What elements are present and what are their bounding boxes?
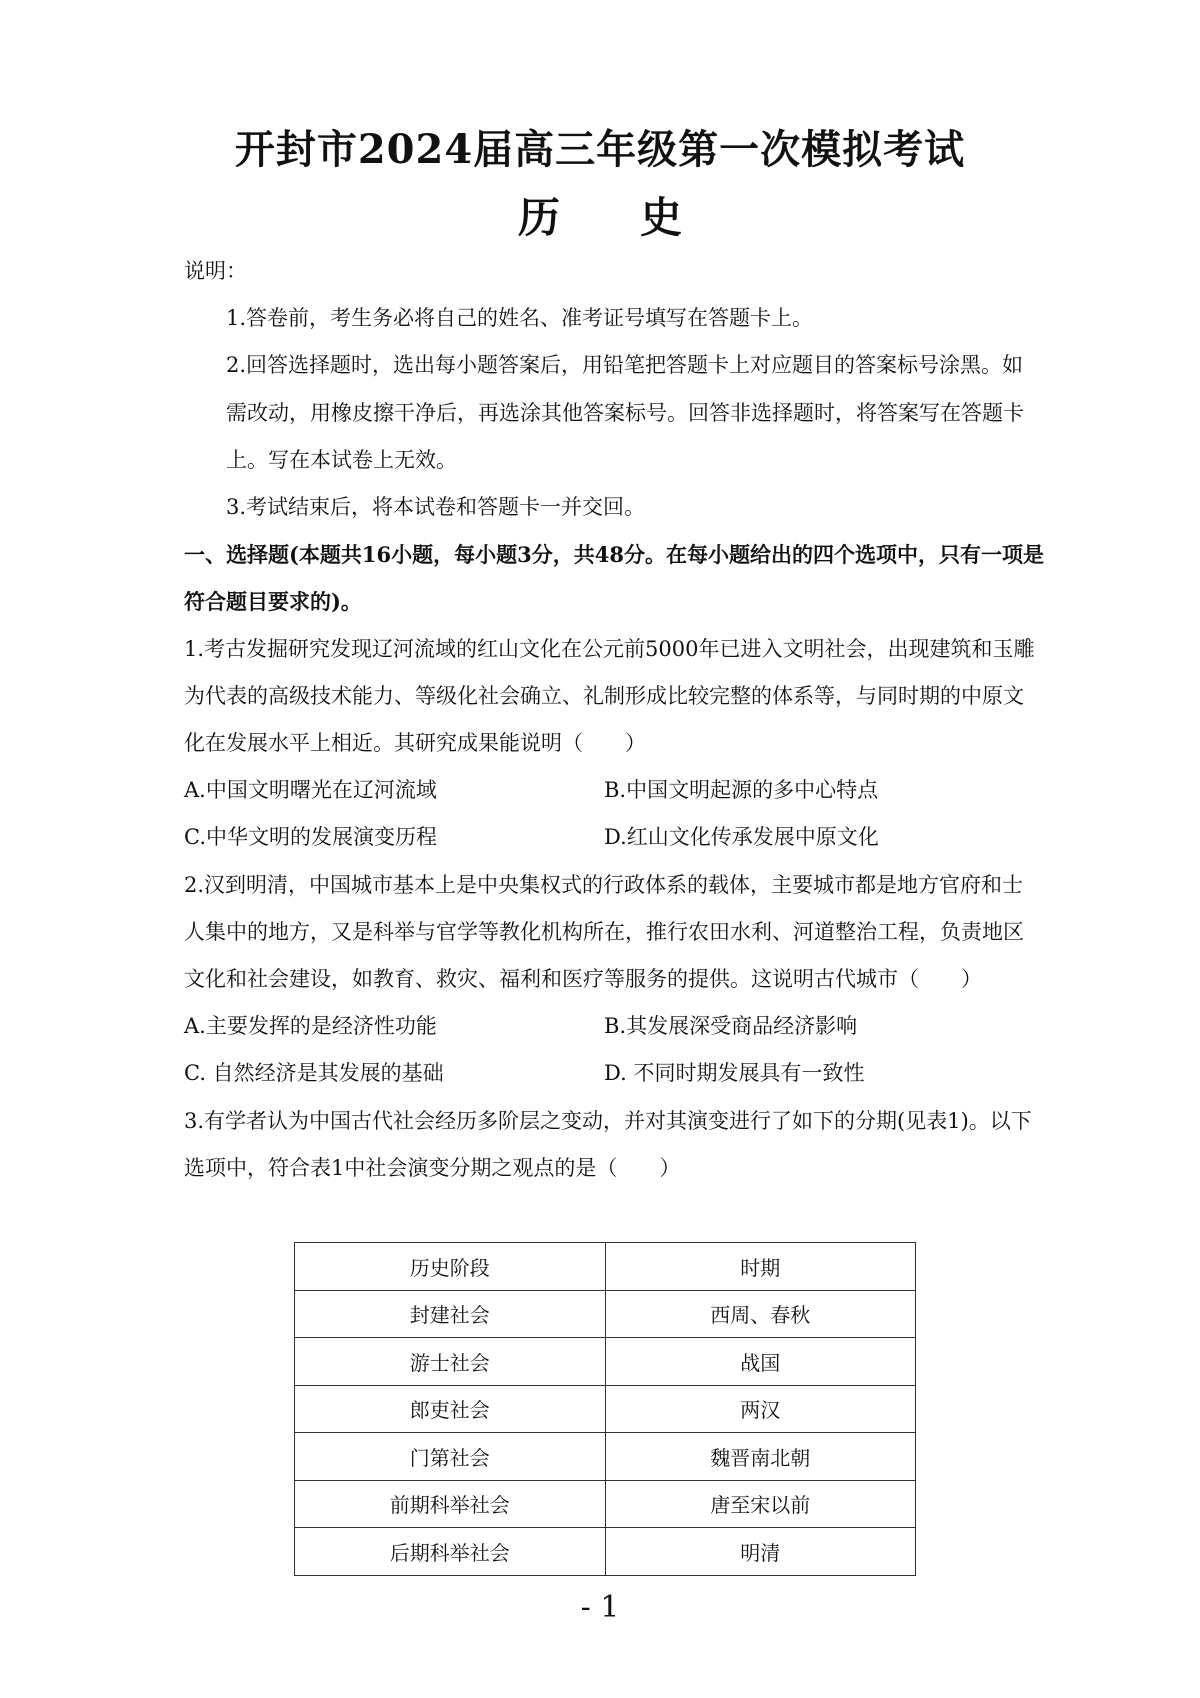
table-cell: 门第社会 [295,1433,606,1481]
option-d: D. 不同时期发展具有一致性 [604,1061,865,1086]
table-header-row [295,1243,916,1291]
subject-title [0,188,1200,248]
option-a: A.主要发挥的是经济性功能 [184,1014,437,1039]
table-cell: 战国 [605,1338,916,1386]
history-period-table [294,1242,916,1576]
option-c: C. 自然经济是其发展的基础 [184,1061,444,1086]
table-row [295,1338,916,1386]
question-1-options-row-1 [184,767,1044,814]
section-heading: 一、选择题(本题共16小题，每小题3分，共48分。在每小题给出的四个选项中，只有一项是符合题目要求的)。 [184,542,1044,615]
table-cell: 魏晋南北朝 [605,1433,916,1481]
question-1-stem: 1.考古发掘研究发现辽河流域的红山文化在公元前5000年已进入文明社会，出现建筑和玉雕为代表的高级技术能力、等级化社会确立、礼制形成比较完整的体系等，与同时期的中原文化在发展水平上相近。其研究成果能说明（ ） [184,636,1035,756]
instruction-item: 3.考试结束后，将本试卷和答题卡一并交回。 [226,495,646,520]
option-d: D.红山文化传承发展中原文化 [604,825,879,850]
option-a: A.中国文明曙光在辽河流域 [184,778,437,803]
table-row [295,1385,916,1433]
table-row [295,1433,916,1481]
instruction-item: 2.回答选择题时，选出每小题答案后，用铅笔把答题卡上对应题目的答案标号涂黑。如需改动，用橡皮擦干净后，再选涂其他答案标号。回答非选择题时，将答案写在答题卡上。写在本试卷上无效。 [226,353,1024,472]
table-header-cell: 历史阶段 [295,1243,606,1291]
table-header-cell: 时期 [605,1243,916,1291]
subject-char-2: 史 [640,193,683,242]
question-2-options-row-2 [184,1050,1044,1097]
table-row [295,1528,916,1576]
page-number: - 1 [580,1590,620,1625]
table-cell: 两汉 [605,1385,916,1433]
table-row [295,1480,916,1528]
question-3-stem: 3.有学者认为中国古代社会经历多阶层之变动，并对其演变进行了如下的分期(见表1)。以下选项中，符合表1中社会演变分期之观点的是（ ） [184,1108,1032,1180]
table-cell: 前期科举社会 [295,1480,606,1528]
table-row [295,1290,916,1338]
option-b: B.其发展深受商品经济影响 [604,1014,858,1039]
instructions-heading: 说明： [184,259,247,283]
subject-char-1: 历 [517,193,560,242]
option-c: C.中华文明的发展演变历程 [184,825,437,850]
table-cell: 明清 [605,1528,916,1576]
table-cell: 后期科举社会 [295,1528,606,1576]
table-cell: 唐至宋以前 [605,1480,916,1528]
instruction-item: 1.答卷前，考生务必将自己的姓名、准考证号填写在答题卡上。 [226,306,814,331]
question-1-options-row-2 [184,814,1044,861]
option-b: B.中国文明起源的多中心特点 [604,778,879,803]
table-cell: 封建社会 [295,1290,606,1338]
question-2-options-row-1 [184,1003,1044,1050]
table-cell: 西周、春秋 [605,1290,916,1338]
table-cell: 郎吏社会 [295,1385,606,1433]
question-2-stem: 2.汉到明清，中国城市基本上是中央集权式的行政体系的载体，主要城市都是地方官府和士人集中的地方，又是科举与官学等教化机构所在，推行农田水利、河道整治工程，负责地区文化和社会建设，如教育、救灾、福利和医疗等服务的提供。这说明古代城市（ ） [184,872,1024,992]
exam-body [184,248,1044,1192]
exam-title: 开封市2024届高三年级第一次模拟考试 [234,126,966,173]
table-cell: 游士社会 [295,1338,606,1386]
